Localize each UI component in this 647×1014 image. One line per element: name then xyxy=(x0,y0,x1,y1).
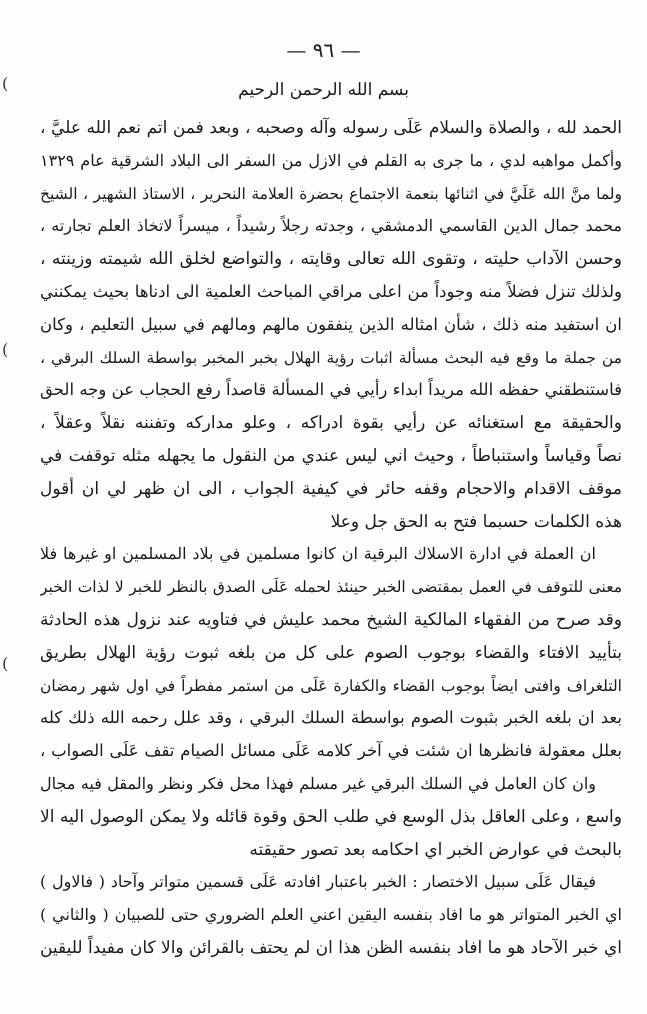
text-line: هذه الكلمات حسبما فتح به الحق جل وعلا xyxy=(330,511,622,532)
text-line: واسع ، وعلى العاقل بذل الوسع في طلب الحق وقوة قائله ولا يمكن الوصول اليه الا xyxy=(40,806,622,827)
text-line: فاستنطقني حفظه الله مريداً ابداء رأيي في المسألة قاصداً رفع الحجاب عن وجه الحق xyxy=(40,380,622,400)
text-line: بعلل معقولة فانظرها ان شئت في آخر كلامه عَلَى مسائل الصيام تقف عَلَى الصواب ، xyxy=(40,741,622,761)
text-line: وان كان العامل في السلك البرقي غير مسلم فهذا محل فكر ونظر والمقل فيه مجال xyxy=(40,773,596,793)
margin-mark: ( xyxy=(2,74,9,93)
text-line: وحسن الآداب حليته ، وتقوى الله تعالى وقايته ، والتواضع لخلق الله شيمته وزينته ، xyxy=(40,249,622,270)
text-line: الحمد لله ، والصلاة والسلام عَلَى رسوله وآله وصحبه ، وبعد فمن اتم نعم الله عليَّ ، xyxy=(40,118,622,138)
text-line: ان العملة في ادارة الاسلاك البرقية ان كانوا مسلمين في بلاد المسلمين او غيرها فلا xyxy=(40,544,596,564)
text-line: ولذلك تنزل فضلاً منه وجوداً من اعلى مراقي المباحث العلمية الى ادناها بحيث يمكنني xyxy=(40,281,622,301)
text-line: التلغراف وافتى ايضاً بوجوب القضاء والكفارة عَلَى من استمر مفطراً في اول شهر رمضان xyxy=(40,676,622,695)
text-line: موقف الاقدام والاحجام وقفه حائر في كيفية الجواب ، الى ان ظهر لي ان أقول xyxy=(40,478,622,499)
text-line: وأكمل مواهبه لدي ، ما جرى به القلم في الازل من السفر الى البلاد الشرقية عام ١٣٢٩ xyxy=(40,150,622,170)
text-line: وقد صرح من الفقهاء المالكية الشيخ محمد عليش في فتاويه عند نزول هذه الحادثة xyxy=(40,609,622,630)
body-text xyxy=(40,112,622,965)
text-line: والحقيقة مع استغنائه عن رأيي بقوة ادراكه ، وعلو مداركه وتفننه نقلاً وعقلاً ، xyxy=(40,413,622,434)
margin-mark: ( xyxy=(2,654,9,673)
text-line: نصاً وقياساً واستنباطاً ، وحيث اني ليس عندي من النقول ما يجهله مثله توقفت في xyxy=(40,445,622,466)
text-line: اي الخبر المتواتر هو ما افاد بنفسه اليقين اعني العلم الضروري حتى للصبيان ( والثاني ) xyxy=(40,905,622,925)
text-line: ولما منَّ الله عَلَيَّ في اثنائها بنعمة الاجتماع بحضرة العلامة النحرير ، الاستاذ الشهير ، الشيخ xyxy=(40,184,622,203)
page-number: — ٩٦ — xyxy=(286,38,361,62)
text-line: معنى للتوقف في العمل بمقتضى الخبر حينئذ لحمله عَلَى الصدق بالنظر للخبر لا لذات الخبر xyxy=(40,578,622,597)
text-line: من جملة ما وقع فيه البحث مسألة اثبات رؤية الهلال بخبر المخبر بواسطة السلك البرقي ، xyxy=(40,348,622,367)
text-line: بعد ان بلغه الخبر بثبوت الصوم بواسطة السلك البرقي ، وقد علل رحمه الله ذلك كله xyxy=(40,708,622,728)
text-line: بالبحث في عوارض الخبر اي احكامه بعد تصور حقيقته xyxy=(249,839,622,860)
text-line: بتأييد الافتاء والقضاء بوجوب الصوم على كل من بلغه ثبوت رؤية الهلال بطريق xyxy=(40,642,622,663)
text-line: محمد جمال الدين القاسمي الدمشقي ، وجدته رجلاً رشيداً ، ميسراً لاتخاذ العلم تجارته ، xyxy=(40,216,622,236)
text-line: اي خبر الآحاد هو ما افاد بنفسه الظن هذا ان لم يحتف بالقرائن والا كان مفيداً لليقين xyxy=(40,937,622,958)
margin-mark: ( xyxy=(2,340,9,359)
text-line: ان استفيد منه ذلك ، شأن امثاله الذين ينفقون مالهم ومالهم في سبيل التعليم ، وكان xyxy=(40,314,622,334)
basmala-heading: بسم الله الرحمن الرحيم xyxy=(238,80,409,100)
text-line: فيقال عَلَى سبيل الاختصار : الخبر باعتبار افادته عَلَى قسمين متواتر وآحاد ( فالاول ) xyxy=(40,872,596,892)
